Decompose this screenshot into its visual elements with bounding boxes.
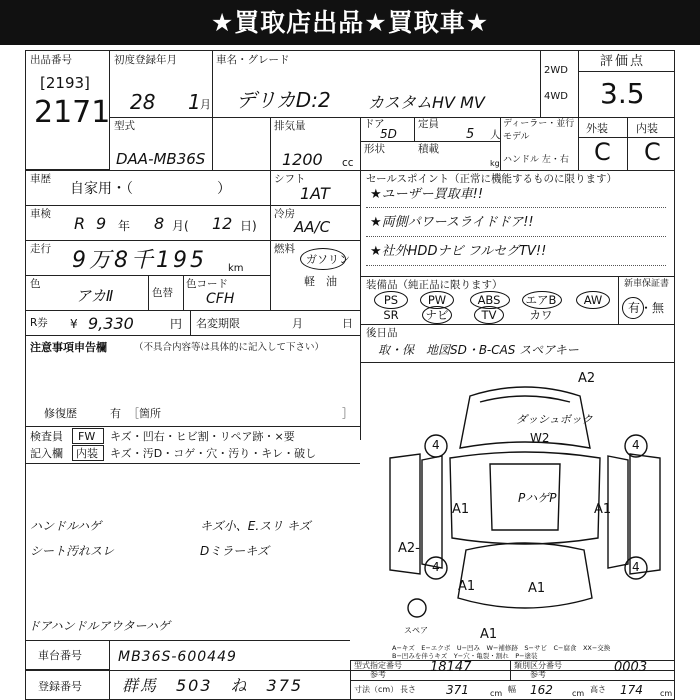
equip-aw: AW — [583, 293, 603, 307]
category-no-sub: 参考 — [530, 670, 546, 679]
diagram-a1-bottom-left: A1 — [458, 579, 476, 594]
tire-rr: 4 — [632, 560, 640, 574]
shift-value: 1AT — [300, 184, 330, 203]
note-seat-stain: シート汚れスレ — [30, 544, 115, 558]
model-label: 型式 — [114, 120, 135, 132]
color-code: CFH — [206, 291, 235, 307]
diagram-a2-left: A2- — [398, 541, 420, 556]
recycle-value: 9,330 — [88, 314, 134, 333]
diagram-w2: W2 — [530, 431, 550, 445]
lot-bracket-number: [2193] — [40, 74, 90, 92]
banner: ★買取店出品★買取車★ — [0, 0, 700, 45]
tire-rl: 4 — [432, 560, 440, 574]
dims-unit-3: cm — [660, 689, 673, 698]
equip-ps-circle — [374, 291, 408, 309]
diagram-a1-right: A1 — [594, 502, 612, 517]
chassis-label: 車台番号 — [38, 649, 82, 662]
capacity-label: 定員 — [418, 118, 439, 130]
diagram-roof: PハゲP — [518, 491, 557, 505]
lot-label: 出品番号 — [30, 54, 72, 66]
category-no-value: 0003 — [614, 660, 648, 675]
recorder-label: 記入欄 — [30, 447, 63, 460]
notes-label: 注意事項申告欄 — [30, 341, 107, 354]
interior-label: 内装 — [636, 122, 658, 135]
dims-width-label: 幅 — [508, 685, 516, 694]
equip-navi-circle — [422, 306, 452, 324]
recycle-unit: 円 — [170, 317, 183, 331]
dealer-label: ディーラー・並行 — [503, 119, 575, 129]
use-label: 車歴 — [30, 173, 51, 185]
dims-unit-1: cm — [490, 689, 503, 698]
repair-bracket-end: ］ — [342, 407, 353, 420]
equipment-label: 装備品（純正品に限ります） — [366, 279, 503, 291]
category-no-label: 類別区分番号 — [514, 661, 562, 670]
name-change-month: 月 — [292, 317, 303, 330]
model-mark-label: モデル — [503, 132, 530, 142]
note-mirror-scratch: Dミラーキズ — [200, 544, 270, 558]
fuel-label: 燃料 — [274, 243, 295, 255]
equip-pw: PW — [427, 293, 447, 307]
shift-label: シフト — [274, 173, 306, 185]
repair-label: 修復歴 — [44, 407, 77, 420]
equip-leather: カワ — [529, 308, 553, 322]
dims-unit-2: cm — [572, 689, 585, 698]
inspection-day: 12 — [212, 214, 233, 233]
fuel-gasoline: ガソリン — [306, 253, 350, 266]
diagram-a1-rear: A1 — [528, 581, 546, 596]
mileage-value: 9万8千195 — [72, 248, 207, 273]
exterior-label: 外装 — [586, 122, 608, 135]
sales-point-3: ★社外HDDナビ フルセグTV!! — [370, 244, 547, 259]
load-unit: kg — [490, 159, 500, 168]
shape-label: 形状 — [364, 143, 385, 155]
dims-length: 371 — [446, 683, 469, 697]
equip-airbag: エアB — [525, 293, 557, 307]
rear-outline — [458, 543, 592, 608]
int-label: 内装 — [76, 447, 98, 460]
dims-height-label: 高さ — [590, 685, 606, 694]
load-label: 積載 — [418, 143, 439, 155]
score-value: 3.5 — [600, 77, 645, 110]
inspection-label: 車検 — [30, 208, 51, 220]
spare-tire-icon — [408, 599, 426, 617]
new-warranty-label: 新車保証書 — [624, 279, 670, 289]
registration-label: 初度登録年月 — [114, 54, 177, 66]
equip-aw-circle — [576, 291, 610, 309]
equip-tv-circle — [474, 306, 504, 324]
equip-ps: PS — [383, 293, 399, 307]
aftermarket-value: 取・保 地図SD・B-CAS スペアキー — [378, 343, 579, 357]
int-items: キズ・汚D・コゲ・穴・汚り・キレ・破し — [110, 447, 317, 460]
sales-point-1: ★ユーザー買取車!! — [370, 187, 484, 202]
tire-fr: 4 — [632, 438, 640, 452]
note-handle-wear: ハンドルハゲ — [30, 519, 102, 533]
lot-number: 2171 — [34, 95, 111, 130]
note-scratch-e: キズ小、E.スリ キズ — [200, 519, 311, 533]
interior-grade: C — [644, 138, 661, 166]
dims-length-label: 長さ — [400, 685, 416, 694]
equip-sr: SR — [383, 308, 399, 322]
cooler-value: AA/C — [294, 218, 331, 236]
use-value: 自家用・（ ） — [70, 181, 231, 197]
mileage-unit: km — [228, 263, 244, 274]
windshield — [480, 396, 570, 402]
door-label: ドア — [364, 118, 385, 130]
sales-point-2: ★両側パワースライドドア!! — [370, 215, 534, 230]
capacity-value: 5 — [466, 127, 475, 142]
car-name: デリカD:2 — [236, 88, 331, 112]
recycle-label: R券 — [30, 317, 48, 329]
diagram-dashboard: ダッシュボック — [516, 413, 593, 426]
note-door-handle: ドアハンドルアウターハゲ — [28, 619, 170, 633]
score-label: 評価点 — [600, 54, 646, 69]
fw-items: キズ・凹右・ヒビ割・リペア跡・×要 — [110, 430, 295, 443]
displacement-label: 排気量 — [274, 120, 306, 132]
color-value: アカⅡ — [76, 287, 114, 305]
equip-airbag-circle — [522, 291, 562, 309]
drive-4wd: 4WD — [544, 91, 568, 102]
recycle-yen-mark: ¥ — [70, 317, 78, 331]
color-change-label: 色替 — [152, 287, 173, 299]
chassis-value: MB36S-600449 — [118, 649, 237, 665]
name-change-label: 名変期限 — [196, 317, 240, 330]
equip-navi: ナビ — [425, 308, 449, 322]
inspection-month: 8 — [154, 214, 165, 233]
car-name-label: 車名・グレード — [216, 54, 290, 66]
repair-bracket: ［箇所 — [128, 407, 161, 420]
right-door-outline — [630, 454, 660, 574]
cooler-label: 冷房 — [274, 208, 295, 220]
displacement-unit: cc — [342, 157, 354, 169]
handle-label: ハンドル 左・右 — [503, 155, 569, 165]
diagram-a1-bottom: A1 — [480, 627, 498, 642]
diagram-spare: スペア — [404, 626, 428, 635]
new-warranty-value: 有・無 — [628, 301, 665, 315]
displacement-value: 1200 — [282, 150, 323, 169]
repair-value: 有 — [110, 407, 121, 420]
warranty-yes-circle — [622, 297, 644, 319]
registration-month-unit: 月 — [200, 98, 211, 111]
mileage-label: 走行 — [30, 243, 51, 255]
dims-width: 162 — [530, 683, 553, 697]
inspection-year-unit: 年 — [118, 219, 131, 233]
inspection-month-unit: 月( — [172, 219, 189, 233]
fuel-diesel: 軽 油 — [304, 275, 337, 288]
capacity-unit: 人 — [490, 129, 501, 141]
dims-label: 寸法（cm） — [354, 685, 399, 694]
exterior-grade: C — [594, 138, 611, 166]
equip-tv: TV — [481, 308, 497, 322]
color-label: 色 — [30, 278, 41, 290]
registration-month: 1 — [188, 90, 201, 114]
type-no-sub: 参考 — [370, 670, 386, 679]
inspection-year: 9 — [96, 214, 107, 233]
aftermarket-label: 後日品 — [366, 327, 398, 339]
name-change-day: 日 — [342, 317, 353, 330]
legend-line-1: A−キズ E−エクボ U−凹み W−補修跡 S−サビ C−腐食 XX−交換 — [392, 644, 611, 652]
left-door-outline — [390, 454, 420, 574]
car-grade: カスタムHV MV — [368, 93, 485, 112]
diagram-a2-top: A2 — [578, 371, 596, 386]
door-value: 5D — [380, 127, 397, 141]
sales-point-label: セールスポイント（正常に機能するものに限ります） — [366, 173, 618, 185]
notes-hint: （不具合内容等は具体的に記入して下さい） — [134, 342, 325, 353]
fw-label: FW — [78, 430, 96, 443]
model-value: DAA-MB36S — [116, 150, 206, 168]
inspection-day-unit: 日) — [240, 219, 257, 233]
registration-year: 28 — [130, 90, 156, 114]
tire-fl: 4 — [432, 438, 440, 452]
drive-2wd: 2WD — [544, 65, 568, 76]
plate-label: 登録番号 — [38, 680, 82, 693]
dims-height: 174 — [620, 683, 643, 697]
legend-line-2: B−凹みを伴うキズ Y−穴・亀裂・割れ P−塗装 — [392, 652, 538, 660]
type-no-label: 型式指定番号 — [354, 661, 402, 670]
diagram-a1-left: A1 — [452, 502, 470, 517]
color-code-label: 色コード — [186, 278, 228, 290]
equip-abs: ABS — [477, 293, 501, 307]
type-no-value: 18147 — [430, 660, 472, 675]
inspector-label: 検査員 — [30, 430, 63, 443]
plate-value: 群馬 503 ね 375 — [122, 676, 304, 695]
inspection-era: R — [74, 214, 86, 233]
left-side-outline — [422, 456, 442, 568]
